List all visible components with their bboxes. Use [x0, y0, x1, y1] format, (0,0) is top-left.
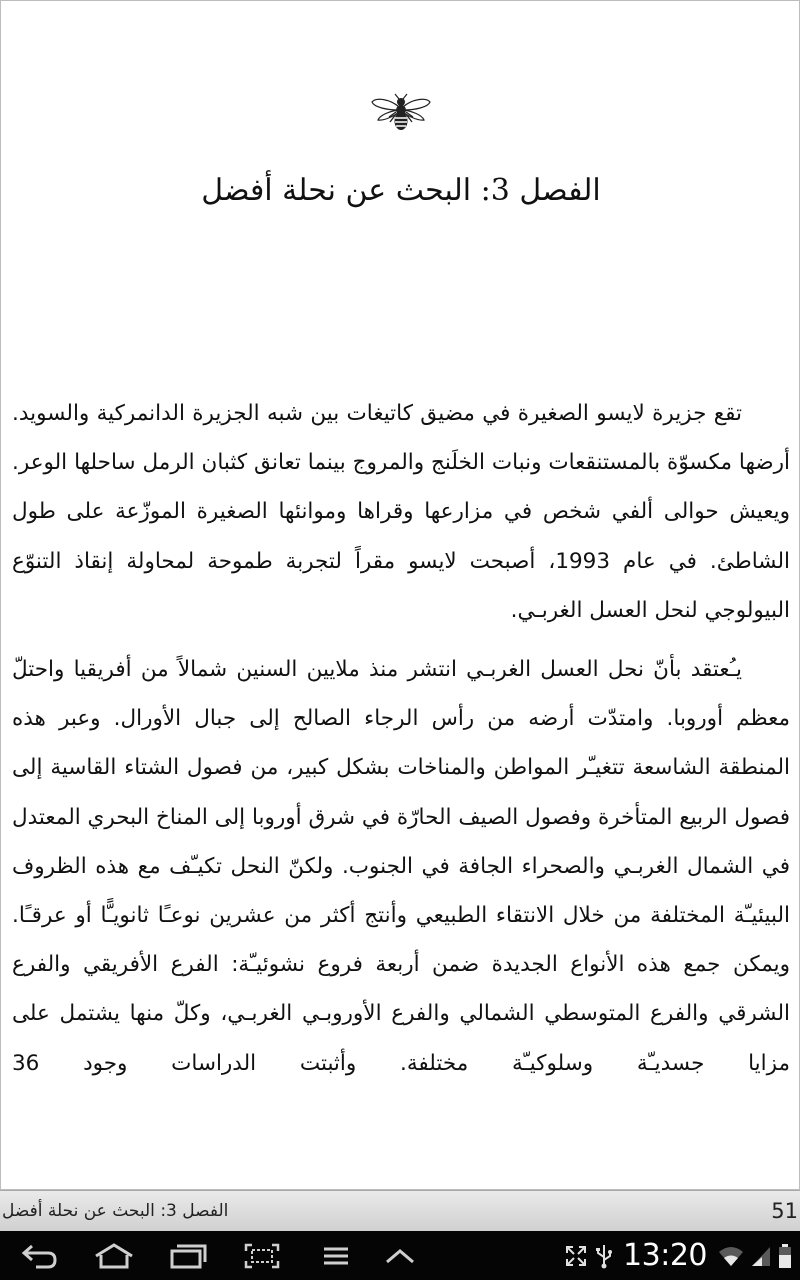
- footer-chapter-title: الفصل 3: البحث عن نحلة أفضل: [2, 1201, 229, 1221]
- chapter-title: الفصل 3: البحث عن نحلة أفضل: [201, 173, 601, 208]
- bee-ornament-icon: [370, 93, 432, 133]
- battery-icon: [778, 1243, 792, 1269]
- chapter-text: [12, 389, 790, 1088]
- screenshot-icon[interactable]: [236, 1237, 288, 1274]
- signal-icon: [750, 1244, 772, 1268]
- menu-icon[interactable]: [310, 1237, 362, 1274]
- system-navigation-bar: [0, 1231, 800, 1280]
- clock: 13:20: [623, 1238, 707, 1273]
- status-area[interactable]: [561, 1231, 800, 1280]
- usb-icon: [594, 1243, 614, 1269]
- paragraph: تقع جزيرة لايسو الصغيرة في مضيق كاتيغات بين شبه الجزيرة الدانمركية والسويد. أرضها مكسوّة بالمستنقعات ونبات الخلَنج والمروج بينما تعانق كثبان الرمل ساحلها الوعر. ويعيش حوالى ألفي شخص في مزارعها وقراها وموانئها الصغيرة الموزّعة على طول الشاطئ. في عام 1993، أصبحت لايسو مقراً لتجربة طموحة لمحاولة إنقاذ التنوّع البيولوجي لنحل العسل الغربـي.: [12, 401, 790, 623]
- paragraph: يـُعتقد بأنّ نحل العسل الغربـي انتشر منذ ملايين السنين شمالاً من أفريقيا واحتلّ معظم أوروبا. وامتدّت أرضه من رأس الرجاء الصالح إلى جبال الأورال. وعبر هذه المنطقة الشاسعة تتغيـّر المواطن والمناخات بشكل كبير، من فصول الشتاء القاسية إلى فصول الربيع المتأخرة وفصول الصيف الحارّة في شرق أوروبا إلى المناخ البحري المعتدل في الشمال الغربـي والصحراء الجافة في الجنوب. ولكنّ النحل تكيـّف مع هذه الظروف البيئيـّة المختلفة من خلال الانتقاء الطبيعي وأنتج أكثر من عشرين نوعـًا ثانويـًّا أو عرقـًا. ويمكن جمع هذه الأنواع الجديدة ضمن أربعة فروع نشوئيـّة: الفرع الأفريقي والفرع الشرقي والفرع المتوسطي الشمالي والفرع الأوروبـي الغربـي، وكلّ منها يشتمل على مزايا جسديـّة وسلوكيـّة مختلفة. وأثبتت الدراسات وجود 36: [12, 657, 790, 1076]
- home-icon[interactable]: [88, 1237, 140, 1274]
- up-chevron-icon[interactable]: [374, 1237, 426, 1274]
- reader-footer: [0, 1190, 800, 1231]
- recent-apps-icon[interactable]: [162, 1237, 214, 1274]
- fullscreen-icon: [564, 1244, 588, 1268]
- back-icon[interactable]: [14, 1237, 66, 1274]
- wifi-icon: [718, 1244, 744, 1268]
- page-number: 51: [771, 1199, 798, 1223]
